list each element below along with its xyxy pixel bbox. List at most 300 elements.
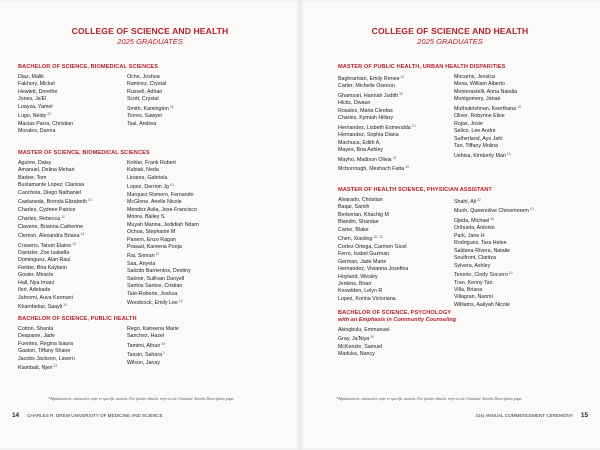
graduate-name bbox=[338, 212, 454, 219]
graduate-name bbox=[338, 244, 454, 251]
right-footer bbox=[475, 412, 588, 419]
graduate-name-text: Kiambati, Njeri bbox=[18, 365, 53, 372]
graduate-name bbox=[127, 207, 199, 214]
graduate-name-text: Jahromi, Auva Kermani bbox=[18, 294, 73, 301]
page-number: 15 bbox=[580, 412, 588, 419]
section-ms-biomedical bbox=[18, 150, 199, 312]
graduate-name bbox=[338, 251, 454, 258]
graduate-name bbox=[18, 272, 127, 279]
graduate-name bbox=[454, 121, 521, 128]
section-subtitle: with an Emphasis in Community Counseling bbox=[338, 317, 457, 323]
graduate-name-text: Saa, Anyela bbox=[127, 260, 156, 267]
graduate-name-text: Jones, Ja'El bbox=[18, 96, 47, 103]
graduate-name-text: Fielder, Bria Kaylann bbox=[18, 264, 67, 271]
graduate-name bbox=[18, 287, 127, 294]
graduate-name-text: Mesa, William Alberto bbox=[454, 81, 505, 88]
graduate-name-text: Morales, Danna bbox=[18, 128, 56, 135]
graduate-name bbox=[454, 225, 534, 232]
graduate-name bbox=[127, 96, 174, 103]
graduate-name-text: Williams, Aaliyah Nicole bbox=[454, 301, 510, 308]
graduate-name bbox=[18, 81, 127, 88]
awards-footnote: *Alphanumeric characters refer to specific awards. For further details, refer to the Graduate Awards Description page. bbox=[336, 397, 523, 401]
award-code: 10 bbox=[490, 216, 495, 221]
graduate-name bbox=[454, 136, 521, 143]
graduate-name-text: Ochoa, Stephanie M bbox=[127, 229, 176, 236]
graduate-name-text: Hernandez, Vivianna Josefina bbox=[338, 266, 409, 273]
graduate-name-text: Panem, Enzo Ragan bbox=[127, 236, 176, 243]
award-code: 22 bbox=[47, 112, 52, 117]
graduate-name bbox=[338, 296, 454, 303]
award-code: 16 bbox=[169, 104, 174, 109]
graduate-name bbox=[18, 121, 127, 128]
award-code: 10 bbox=[508, 271, 513, 276]
graduate-name bbox=[454, 81, 521, 88]
graduate-name bbox=[338, 91, 454, 100]
graduate-name bbox=[18, 190, 127, 197]
graduate-name-text: Sanchez, Hazel bbox=[127, 333, 165, 340]
graduate-name bbox=[127, 214, 199, 221]
graduate-name-text: Marquez Romero, Fernando bbox=[127, 191, 194, 198]
graduate-name-text: Rai, Simran bbox=[127, 253, 155, 260]
graduate-name-text: Tassin, Sahara bbox=[127, 352, 163, 359]
graduate-name-text: Ilori, Adebade bbox=[18, 287, 51, 294]
graduate-name bbox=[454, 151, 521, 160]
graduate-name-text: Tate-Roberts, Joshua bbox=[127, 290, 178, 297]
graduate-name-text: Fuentes, Regina Isaura bbox=[18, 340, 74, 347]
graduate-name bbox=[18, 333, 127, 340]
graduate-name bbox=[338, 164, 454, 173]
graduate-name bbox=[454, 287, 534, 294]
graduate-name bbox=[454, 233, 534, 240]
graduate-name-text: Mayho, Madison Olivia bbox=[338, 156, 392, 163]
graduate-name bbox=[127, 89, 174, 96]
graduate-name-text: Uehisa, Kimberly Mari bbox=[454, 152, 506, 159]
graduate-name bbox=[338, 327, 454, 334]
graduate-name bbox=[338, 197, 454, 204]
graduate-name bbox=[127, 291, 199, 298]
graduate-name-text: Tran, Kenny Tan bbox=[454, 279, 493, 286]
award-code: 22 bbox=[53, 364, 58, 369]
graduate-name bbox=[454, 89, 521, 96]
graduate-name-text: Ojeda, Michael bbox=[454, 217, 490, 224]
graduate-name-text: Oche, Joshua bbox=[127, 74, 160, 80]
graduate-name-text: Tenorio, Cindy Socorro bbox=[454, 272, 508, 279]
graduate-name-text: Jacobs Jackson, Lavern bbox=[18, 355, 75, 362]
graduate-name-text: Mayes, Bria Ashley bbox=[338, 147, 384, 154]
graduate-name bbox=[338, 147, 454, 154]
graduate-name-text: Salone, Sullivan Danyell bbox=[127, 275, 185, 282]
graduate-name bbox=[338, 155, 454, 164]
graduate-name bbox=[18, 224, 127, 231]
right-header-subtitle: 2025 GRADUATES bbox=[417, 37, 483, 46]
graduate-name bbox=[338, 334, 454, 343]
graduate-name bbox=[338, 274, 454, 281]
page-number: 14 bbox=[12, 412, 20, 419]
graduate-name-text: Villagran, Naomi bbox=[454, 294, 493, 301]
name-column bbox=[18, 74, 127, 136]
name-column bbox=[338, 74, 454, 173]
graduate-name bbox=[454, 206, 534, 215]
graduate-name bbox=[338, 351, 454, 358]
right-header bbox=[300, 26, 600, 46]
graduate-name bbox=[127, 81, 174, 88]
graduate-name-text: Aguirre, Daisy bbox=[18, 160, 52, 166]
award-code: 22 bbox=[477, 198, 481, 202]
graduate-name-text: Machuca, Edith A. bbox=[338, 139, 381, 146]
graduate-name bbox=[127, 182, 199, 191]
award-code: 10 bbox=[61, 215, 65, 220]
name-column bbox=[338, 197, 454, 309]
graduate-name-text: Carter, Michelle Oseeun bbox=[338, 83, 395, 90]
graduate-name-text: Baqai, Samih bbox=[338, 204, 370, 211]
graduate-name-text: Macias Parra, Christian bbox=[18, 120, 74, 127]
graduate-name bbox=[127, 160, 199, 167]
graduate-name bbox=[127, 222, 199, 229]
graduate-name-text: Ghamsari, Hannah Judith bbox=[338, 92, 399, 99]
graduate-name bbox=[18, 363, 127, 372]
graduate-name bbox=[18, 280, 127, 287]
graduate-name-text: Claverie, Brianna Catherine bbox=[18, 223, 84, 230]
graduate-name-text: Moore, Bailey S. bbox=[127, 214, 166, 221]
award-code: 20 bbox=[161, 341, 166, 346]
award-code: 10 bbox=[399, 91, 403, 96]
award-code: 10 bbox=[506, 151, 511, 156]
graduate-name bbox=[127, 298, 199, 307]
graduate-name bbox=[18, 265, 127, 272]
section-title: MASTER OF SCIENCE, BIOMEDICAL SCIENCES bbox=[18, 150, 150, 156]
graduate-name-text: Fakhory, Mickel bbox=[18, 81, 55, 88]
graduate-name-text: Santos Santos, Cristian bbox=[127, 283, 183, 290]
graduate-name-text: Lopez, Derrion Jg bbox=[127, 184, 169, 191]
graduate-name-text: Gosier, Miracle bbox=[18, 272, 54, 279]
graduate-name bbox=[338, 259, 454, 266]
graduate-name-text: Jenkins, Brian bbox=[338, 280, 372, 287]
graduate-name-text: Barber, Tom bbox=[18, 174, 47, 181]
graduate-name bbox=[338, 266, 454, 273]
graduate-name-text: Muthukrishnan, Keerthana bbox=[454, 105, 517, 112]
graduate-name bbox=[127, 237, 199, 244]
graduate-name-text: Salcido Barrientos, Destiny bbox=[127, 268, 191, 275]
graduate-name-text: Smith, Kamington bbox=[127, 105, 169, 112]
graduate-name-text: Hicks, Dwaun bbox=[338, 100, 371, 107]
graduate-name bbox=[18, 356, 127, 363]
graduate-name bbox=[127, 244, 199, 251]
graduate-name-text: Scott, Crystal bbox=[127, 96, 159, 103]
graduate-name bbox=[338, 227, 454, 234]
graduate-name bbox=[338, 108, 454, 115]
graduate-name-text: Baghramian, Emily Renee bbox=[338, 76, 400, 82]
graduate-name-text: Mocarns, Jessica bbox=[454, 74, 495, 80]
graduate-name-text: Amanuel, Delina Mehari bbox=[18, 167, 75, 174]
graduate-name-text: Gaston, Tiffany Shane bbox=[18, 348, 71, 355]
graduate-name bbox=[338, 234, 454, 243]
graduate-name-text: Soulfront, Claritza bbox=[454, 255, 497, 262]
graduate-name bbox=[454, 104, 521, 113]
graduate-name bbox=[127, 74, 174, 81]
graduate-name bbox=[338, 115, 454, 122]
award-code: 10 bbox=[405, 164, 410, 169]
graduate-name-text: Wilson, Janay bbox=[127, 359, 160, 366]
graduate-name-text: Berberian, Khachig M bbox=[338, 211, 389, 218]
graduate-name-text: Muoh, Queenolive Chinemerem bbox=[454, 208, 529, 215]
graduate-name-text: Lopez, Korina Victoriana bbox=[338, 295, 396, 302]
graduate-name-text: Charles, Rebecca bbox=[18, 216, 61, 223]
graduate-name bbox=[18, 89, 127, 96]
name-column bbox=[454, 74, 521, 173]
graduate-name bbox=[18, 175, 127, 182]
graduate-name bbox=[18, 348, 127, 355]
award-code: 10 bbox=[72, 241, 76, 246]
graduate-name-text: Diaz, Malik bbox=[18, 74, 44, 80]
graduate-name-text: Woodcock, Emily Lee bbox=[127, 300, 178, 307]
graduate-name-text: Castaneda, Brenda Elizabeth bbox=[18, 199, 87, 206]
graduate-name-text: Hoyland, Wesley bbox=[338, 273, 378, 280]
graduate-name bbox=[18, 111, 127, 120]
graduate-name bbox=[454, 113, 521, 120]
graduate-name-text: Gray, Ja'Niya bbox=[338, 336, 370, 343]
award-code: 10 bbox=[87, 198, 92, 203]
graduate-name bbox=[454, 143, 521, 150]
name-column bbox=[454, 197, 534, 309]
award-code: 10, 22 bbox=[373, 235, 383, 240]
graduate-name bbox=[18, 197, 127, 206]
graduate-name-text: Muyah Manna, Jedidiah Ndam bbox=[127, 221, 199, 228]
graduate-name-text: Tamimi, Afnan bbox=[127, 342, 161, 349]
graduate-name bbox=[127, 167, 199, 174]
graduate-name bbox=[454, 248, 534, 255]
graduate-name-text: Shahi, Ali bbox=[454, 199, 477, 205]
graduate-name bbox=[454, 197, 534, 206]
graduate-name-text: Carter, Blake bbox=[338, 226, 369, 233]
graduate-name-text: Cortez Ortega, Carmen Gicel bbox=[338, 243, 407, 250]
section-bs-psychology bbox=[338, 310, 456, 359]
award-code: 10 bbox=[63, 303, 67, 308]
award-code: 10 bbox=[411, 123, 416, 128]
graduate-name-text: Canchola, Diego Nathaniel bbox=[18, 189, 82, 196]
graduate-name-text: McKenzie, Samuel bbox=[338, 343, 383, 350]
graduate-name-text: Akingbulu, Emmanuel bbox=[338, 327, 390, 333]
graduate-name-text: Russell, Adrian bbox=[127, 88, 163, 95]
section-mhs-physician-assistant bbox=[338, 187, 534, 309]
award-code: 10 bbox=[178, 299, 183, 304]
graduate-name bbox=[127, 199, 199, 206]
graduate-name-text: Hernandez, Sophia Diana bbox=[338, 132, 399, 139]
award-code: 22 bbox=[392, 155, 397, 160]
award-code: 10 bbox=[155, 252, 160, 257]
graduate-name-text: Knowlden, Lelyn R bbox=[338, 288, 383, 295]
graduate-name-text: McGlone, Arielle Nicole bbox=[127, 199, 182, 206]
graduate-name-text: Torres, Sawyer bbox=[127, 113, 163, 120]
graduate-name bbox=[127, 251, 199, 260]
graduate-name bbox=[454, 302, 534, 309]
graduate-name-text: Loayza, Yamel bbox=[18, 103, 53, 110]
graduate-name-text: Orihuela, Antonio bbox=[454, 225, 495, 232]
graduate-name bbox=[18, 104, 127, 111]
award-code: 10 bbox=[517, 104, 521, 109]
graduate-name-text: Oliver, Robynne Elise bbox=[454, 113, 505, 120]
graduate-name bbox=[338, 100, 454, 107]
graduate-name bbox=[454, 96, 521, 103]
graduate-name bbox=[454, 280, 534, 287]
graduate-name bbox=[127, 276, 199, 283]
graduate-name-text: Hewlett, Dorethe bbox=[18, 88, 58, 95]
section-title: BACHELOR OF SCIENCE, PUBLIC HEALTH bbox=[18, 316, 137, 322]
graduate-name bbox=[454, 270, 534, 279]
graduate-name-text: Saldana-Rivera, Natalie bbox=[454, 247, 510, 254]
section-mph-urban-health bbox=[338, 64, 521, 173]
graduate-name-text: Charles, Kymiah Hillary bbox=[338, 115, 394, 122]
graduate-name bbox=[18, 302, 127, 311]
award-code: 10 bbox=[529, 207, 534, 212]
graduate-name-text: Ramirez, Crystal bbox=[127, 81, 167, 88]
left-header-subtitle: 2025 GRADUATES bbox=[117, 37, 183, 46]
university-name: CHARLES R. DREW UNIVERSITY OF MEDICINE AND SCIENCE bbox=[27, 413, 163, 418]
graduate-name-text: Ferro, Isabel Guzman bbox=[338, 251, 390, 258]
graduate-name bbox=[454, 216, 534, 225]
graduate-name-text: Cotton, Shanta bbox=[18, 326, 54, 332]
graduate-name-text: Lugo, Neidy bbox=[18, 113, 47, 120]
graduate-name bbox=[127, 283, 199, 290]
left-header-title: COLLEGE OF SCIENCE AND HEALTH bbox=[71, 26, 229, 36]
graduate-name bbox=[18, 167, 127, 174]
graduate-name bbox=[127, 113, 174, 120]
graduate-name bbox=[338, 140, 454, 147]
graduate-name-text: Kohler, Frank Robert bbox=[127, 160, 176, 166]
graduate-name bbox=[18, 231, 127, 240]
graduate-name-text: Tsai, Andrea bbox=[127, 120, 157, 127]
graduate-name-text: Clemon, Alexandra Briana bbox=[18, 233, 80, 240]
graduate-name bbox=[18, 128, 127, 135]
name-column bbox=[127, 74, 174, 136]
graduate-name bbox=[127, 350, 179, 359]
graduate-name-text: Sylvera, Ashley bbox=[454, 262, 491, 269]
graduate-name bbox=[18, 257, 127, 264]
name-column bbox=[127, 160, 199, 312]
graduate-name-text: Cravens, Tatum Elaine bbox=[18, 242, 72, 249]
name-column bbox=[338, 327, 454, 359]
graduate-name bbox=[454, 255, 534, 262]
name-column bbox=[127, 326, 179, 373]
award-code: 1 bbox=[163, 351, 165, 356]
graduate-name bbox=[338, 219, 454, 226]
graduate-name-text: Charles, Cydnee Patrice bbox=[18, 206, 76, 213]
graduate-name bbox=[127, 261, 199, 268]
graduate-name-text: Khambekar, Saayli bbox=[18, 304, 63, 311]
ceremony-name: 41st ANNUAL COMMENCEMENT CEREMONY bbox=[475, 413, 573, 418]
graduate-name bbox=[18, 74, 127, 81]
graduate-name bbox=[127, 229, 199, 236]
graduate-name bbox=[454, 263, 534, 270]
graduate-name-text: Kubiak, Neda bbox=[127, 167, 159, 174]
graduate-name-text: Tan, Tiffany Molina bbox=[454, 143, 499, 150]
graduate-name bbox=[18, 160, 127, 167]
graduate-name bbox=[454, 74, 521, 81]
graduate-name-text: Prasad, Kareena Pooja bbox=[127, 243, 182, 250]
graduate-name bbox=[127, 326, 179, 333]
graduate-name-text: Linares, Gabriela bbox=[127, 174, 168, 181]
award-code: 10 bbox=[169, 183, 174, 188]
graduate-name-text: Villa, Briana bbox=[454, 286, 483, 293]
graduate-name bbox=[18, 341, 127, 348]
graduate-name-text: Alvarado, Christian bbox=[338, 197, 383, 203]
graduate-name bbox=[338, 132, 454, 139]
graduate-name-text: Monterastelli, Anna Natalia bbox=[454, 88, 518, 95]
graduate-name bbox=[454, 294, 534, 301]
graduate-name-text: Selico, Lee Andre bbox=[454, 128, 496, 135]
graduate-name bbox=[127, 121, 174, 128]
graduate-name-text: Hall, Nya Imani bbox=[18, 279, 54, 286]
graduate-name bbox=[454, 240, 534, 247]
graduate-name-text: Mcborrough, Meshach Fatta bbox=[338, 165, 405, 172]
graduate-name-text: Rosales, Maria Cleofas bbox=[338, 107, 393, 114]
section-bs-biomedical bbox=[18, 64, 174, 136]
graduate-name-text: Maduka, Nancy bbox=[338, 351, 375, 358]
graduate-name bbox=[127, 341, 179, 350]
graduate-name-text: Chen, Xiaoling bbox=[338, 236, 373, 243]
graduate-name bbox=[338, 281, 454, 288]
section-title: BACHELOR OF SCIENCE, PSYCHOLOGY bbox=[338, 310, 452, 316]
graduate-name-text: Despanie, Jade bbox=[18, 333, 55, 340]
graduate-name bbox=[18, 241, 127, 250]
award-code: 20 bbox=[370, 335, 375, 340]
graduate-name-text: Rego, Katreena Marie bbox=[127, 326, 179, 332]
graduate-name-text: Sutherland, Ayo Jahi bbox=[454, 135, 503, 142]
graduate-name-text: Bustamante Lopez, Clarissa bbox=[18, 182, 85, 189]
graduate-name-text: Dominguez, Alan Raul bbox=[18, 257, 71, 264]
graduate-name bbox=[18, 182, 127, 189]
graduate-name bbox=[18, 326, 127, 333]
graduate-name bbox=[127, 333, 179, 340]
right-page bbox=[300, 0, 600, 450]
graduate-name bbox=[127, 268, 199, 275]
name-column bbox=[18, 326, 127, 373]
awards-footnote: *Alphanumeric characters refer to specific awards. For further details, refer to the Graduate Awards Description page. bbox=[48, 397, 235, 401]
section-title: BACHELOR OF SCIENCE, BIOMEDICAL SCIENCES bbox=[18, 64, 159, 70]
graduate-name bbox=[338, 83, 454, 90]
left-footer bbox=[12, 412, 163, 419]
award-code: 10 bbox=[400, 75, 405, 79]
graduate-name-text: Rojas, Josie bbox=[454, 120, 483, 127]
graduate-name bbox=[127, 360, 179, 367]
section-title: MASTER OF PUBLIC HEALTH, URBAN HEALTH DISPARITIES bbox=[338, 64, 506, 70]
graduate-name-text: German, Jade Marie bbox=[338, 258, 387, 265]
graduate-name bbox=[127, 175, 199, 182]
graduate-name bbox=[338, 288, 454, 295]
graduate-name-text: Hernandez, Lisbeth Esmeralda bbox=[338, 124, 411, 131]
graduate-name bbox=[338, 123, 454, 132]
graduate-name bbox=[18, 250, 127, 257]
graduate-name bbox=[338, 204, 454, 211]
section-bs-public-health bbox=[18, 316, 179, 373]
graduate-name bbox=[127, 104, 174, 113]
right-header-title: COLLEGE OF SCIENCE AND HEALTH bbox=[371, 26, 529, 36]
graduate-name-text: Mendez Avila, Jose Francisco bbox=[127, 206, 197, 213]
award-code: 14 bbox=[80, 232, 85, 237]
graduate-name-text: Montgomery, Janaé bbox=[454, 96, 501, 103]
graduate-name bbox=[18, 214, 127, 223]
graduate-name bbox=[18, 96, 127, 103]
section-title: MASTER OF HEALTH SCIENCE, PHYSICIAN ASSISTANT bbox=[338, 187, 492, 193]
graduate-name bbox=[18, 207, 127, 214]
graduate-name-text: Park, Jane H bbox=[454, 232, 485, 239]
graduate-name bbox=[338, 344, 454, 351]
graduate-name bbox=[18, 295, 127, 302]
graduate-name bbox=[338, 74, 454, 83]
graduate-name-text: Blandin, Shardae bbox=[338, 219, 379, 226]
graduate-name-text: Dantzler, Zoe Isabella bbox=[18, 249, 70, 256]
name-column bbox=[18, 160, 127, 312]
graduate-name bbox=[454, 128, 521, 135]
